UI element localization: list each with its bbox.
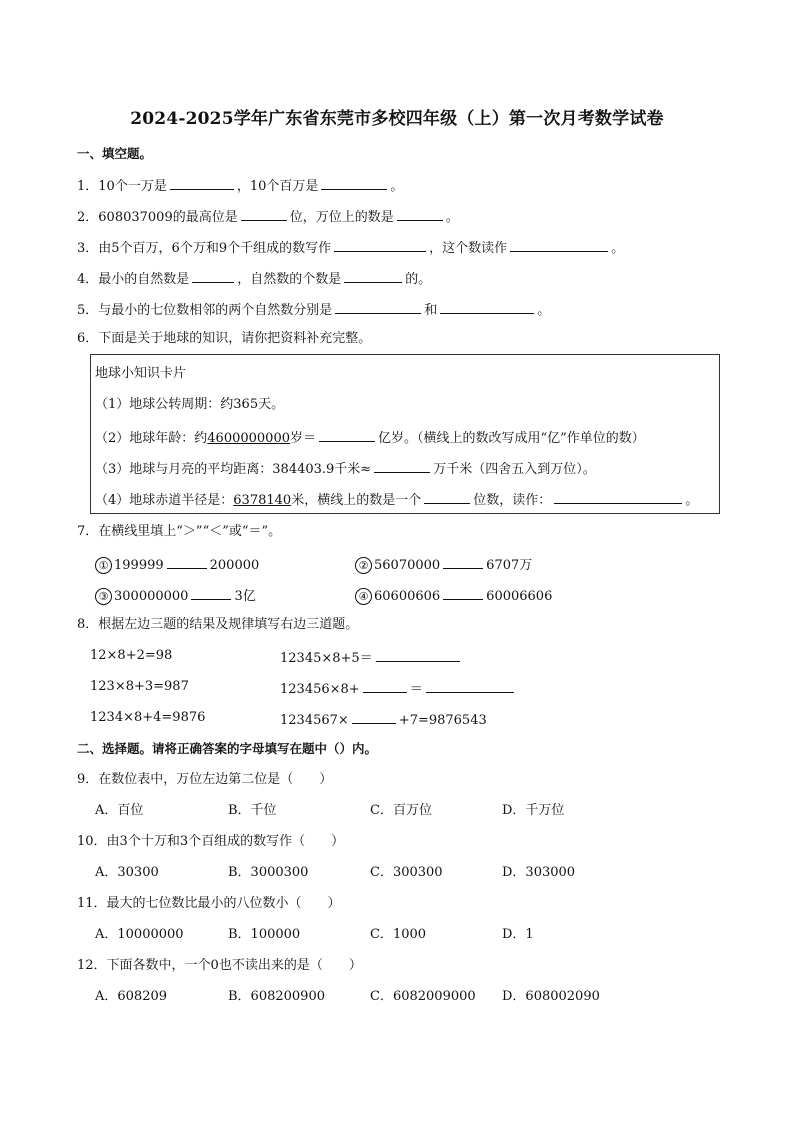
answer-blank[interactable]	[376, 647, 460, 662]
answer-blank[interactable]	[319, 427, 375, 442]
option-b[interactable]: B．608200900	[228, 989, 325, 1004]
option-b[interactable]: B．3000300	[228, 865, 309, 880]
question-2: 2．608037009的最高位是 位，万位上的数是 。	[77, 206, 459, 227]
answer-blank[interactable]	[241, 206, 287, 221]
option-c[interactable]: C．百万位	[370, 803, 432, 818]
answer-blank[interactable]	[335, 299, 421, 314]
question-12: 12．下面各数中，一个0也不读出来的是（ ）	[77, 958, 362, 973]
question-10: 10．由3个十万和3个百组成的数写作（ ）	[77, 834, 345, 849]
question-8: 8．根据左边三题的结果及规律填写右边三道题。	[77, 617, 359, 632]
pattern-left-3: 1234×8+4=9876	[90, 710, 206, 725]
option-c[interactable]: C．1000	[370, 927, 427, 942]
option-c[interactable]: C．300300	[370, 865, 443, 880]
answer-blank[interactable]	[321, 175, 387, 190]
underlined-number: 6378140	[233, 493, 292, 508]
earth-knowledge-card	[90, 354, 720, 514]
answer-blank[interactable]	[344, 268, 402, 283]
answer-blank[interactable]	[397, 206, 443, 221]
answer-blank[interactable]	[374, 458, 430, 473]
answer-blank[interactable]	[443, 554, 483, 569]
exam-title: 2024-2025学年广东省东莞市多校四年级（上）第一次月考数学试卷	[130, 109, 664, 129]
section-fill-in: 一、填空题。	[77, 146, 153, 161]
question-11: 11．最大的七位数比最小的八位数小（ ）	[77, 896, 341, 911]
card-heading: 地球小知识卡片	[95, 366, 187, 381]
question-3: 3．由5个百万，6个万和9个千组成的数写作 ，这个数读作 。	[77, 237, 624, 258]
card-row-3: （3）地球与月亮的平均距离：384403.9千米≈ 万千米（四舍五入到万位）。	[95, 458, 596, 479]
option-c[interactable]: C．6082009000	[370, 989, 476, 1004]
question-6: 6．下面是关于地球的知识，请你把资料补充完整。	[77, 331, 372, 346]
compare-item-3: ③ 300000000 3亿	[95, 585, 256, 606]
option-b[interactable]: B．100000	[228, 927, 301, 942]
option-a[interactable]: A．30300	[95, 865, 159, 880]
question-5: 5．与最小的七位数相邻的两个自然数分别是 和 。	[77, 299, 550, 320]
pattern-right-1: 12345×8+5＝	[280, 647, 463, 668]
option-d[interactable]: D．303000	[502, 865, 576, 880]
card-row-1: （1）地球公转周期：约365天。	[95, 397, 285, 412]
answer-blank[interactable]	[352, 709, 396, 724]
option-d[interactable]: D．千万位	[502, 803, 565, 818]
section-multiple-choice: 二、选择题。请将正确答案的字母填写在题中（）内。	[77, 741, 378, 756]
answer-blank[interactable]	[443, 585, 483, 600]
answer-blank[interactable]	[192, 268, 234, 283]
answer-blank[interactable]	[424, 489, 470, 504]
option-a[interactable]: A．608209	[95, 989, 168, 1004]
option-a[interactable]: A．10000000	[95, 927, 184, 942]
pattern-right-3: 1234567× +7=9876543	[280, 709, 487, 730]
option-d[interactable]: D．1	[502, 927, 534, 942]
answer-blank[interactable]	[363, 678, 407, 693]
compare-item-2: ② 56070000 6707万	[355, 554, 532, 575]
answer-blank[interactable]	[440, 299, 534, 314]
answer-blank[interactable]	[170, 175, 234, 190]
answer-blank[interactable]	[554, 489, 682, 504]
underlined-number: 4600000000	[207, 431, 290, 446]
pattern-right-2: 123456×8+ ＝	[280, 678, 517, 699]
answer-blank[interactable]	[334, 237, 426, 252]
card-row-4: （4）地球赤道半径是：6378140米，横线上的数是一个 位数，读作： 。	[95, 489, 698, 510]
option-b[interactable]: B．千位	[228, 803, 277, 818]
question-7: 7．在横线里填上“＞”“＜”或“＝”。	[77, 524, 282, 539]
compare-item-4: ④ 60600606 60006606	[355, 585, 552, 606]
compare-item-1: ① 199999 200000	[95, 554, 259, 575]
answer-blank[interactable]	[510, 237, 608, 252]
pattern-left-2: 123×8+3=987	[90, 679, 189, 694]
option-a[interactable]: A．百位	[95, 803, 144, 818]
option-d[interactable]: D．608002090	[502, 989, 600, 1004]
question-1: 1．10个一万是 ，10个百万是 。	[77, 175, 403, 196]
card-row-2: （2）地球年龄：约4600000000岁＝ 亿岁。（横线上的数改写成用“亿”作单位的数）	[95, 427, 645, 448]
question-9: 9．在数位表中，万位左边第二位是（ ）	[77, 772, 333, 787]
answer-blank[interactable]	[426, 678, 514, 693]
answer-blank[interactable]	[167, 554, 207, 569]
answer-blank[interactable]	[191, 585, 231, 600]
pattern-left-1: 12×8+2=98	[90, 648, 173, 663]
question-4: 4．最小的自然数是 ，自然数的个数是 的。	[77, 268, 431, 289]
